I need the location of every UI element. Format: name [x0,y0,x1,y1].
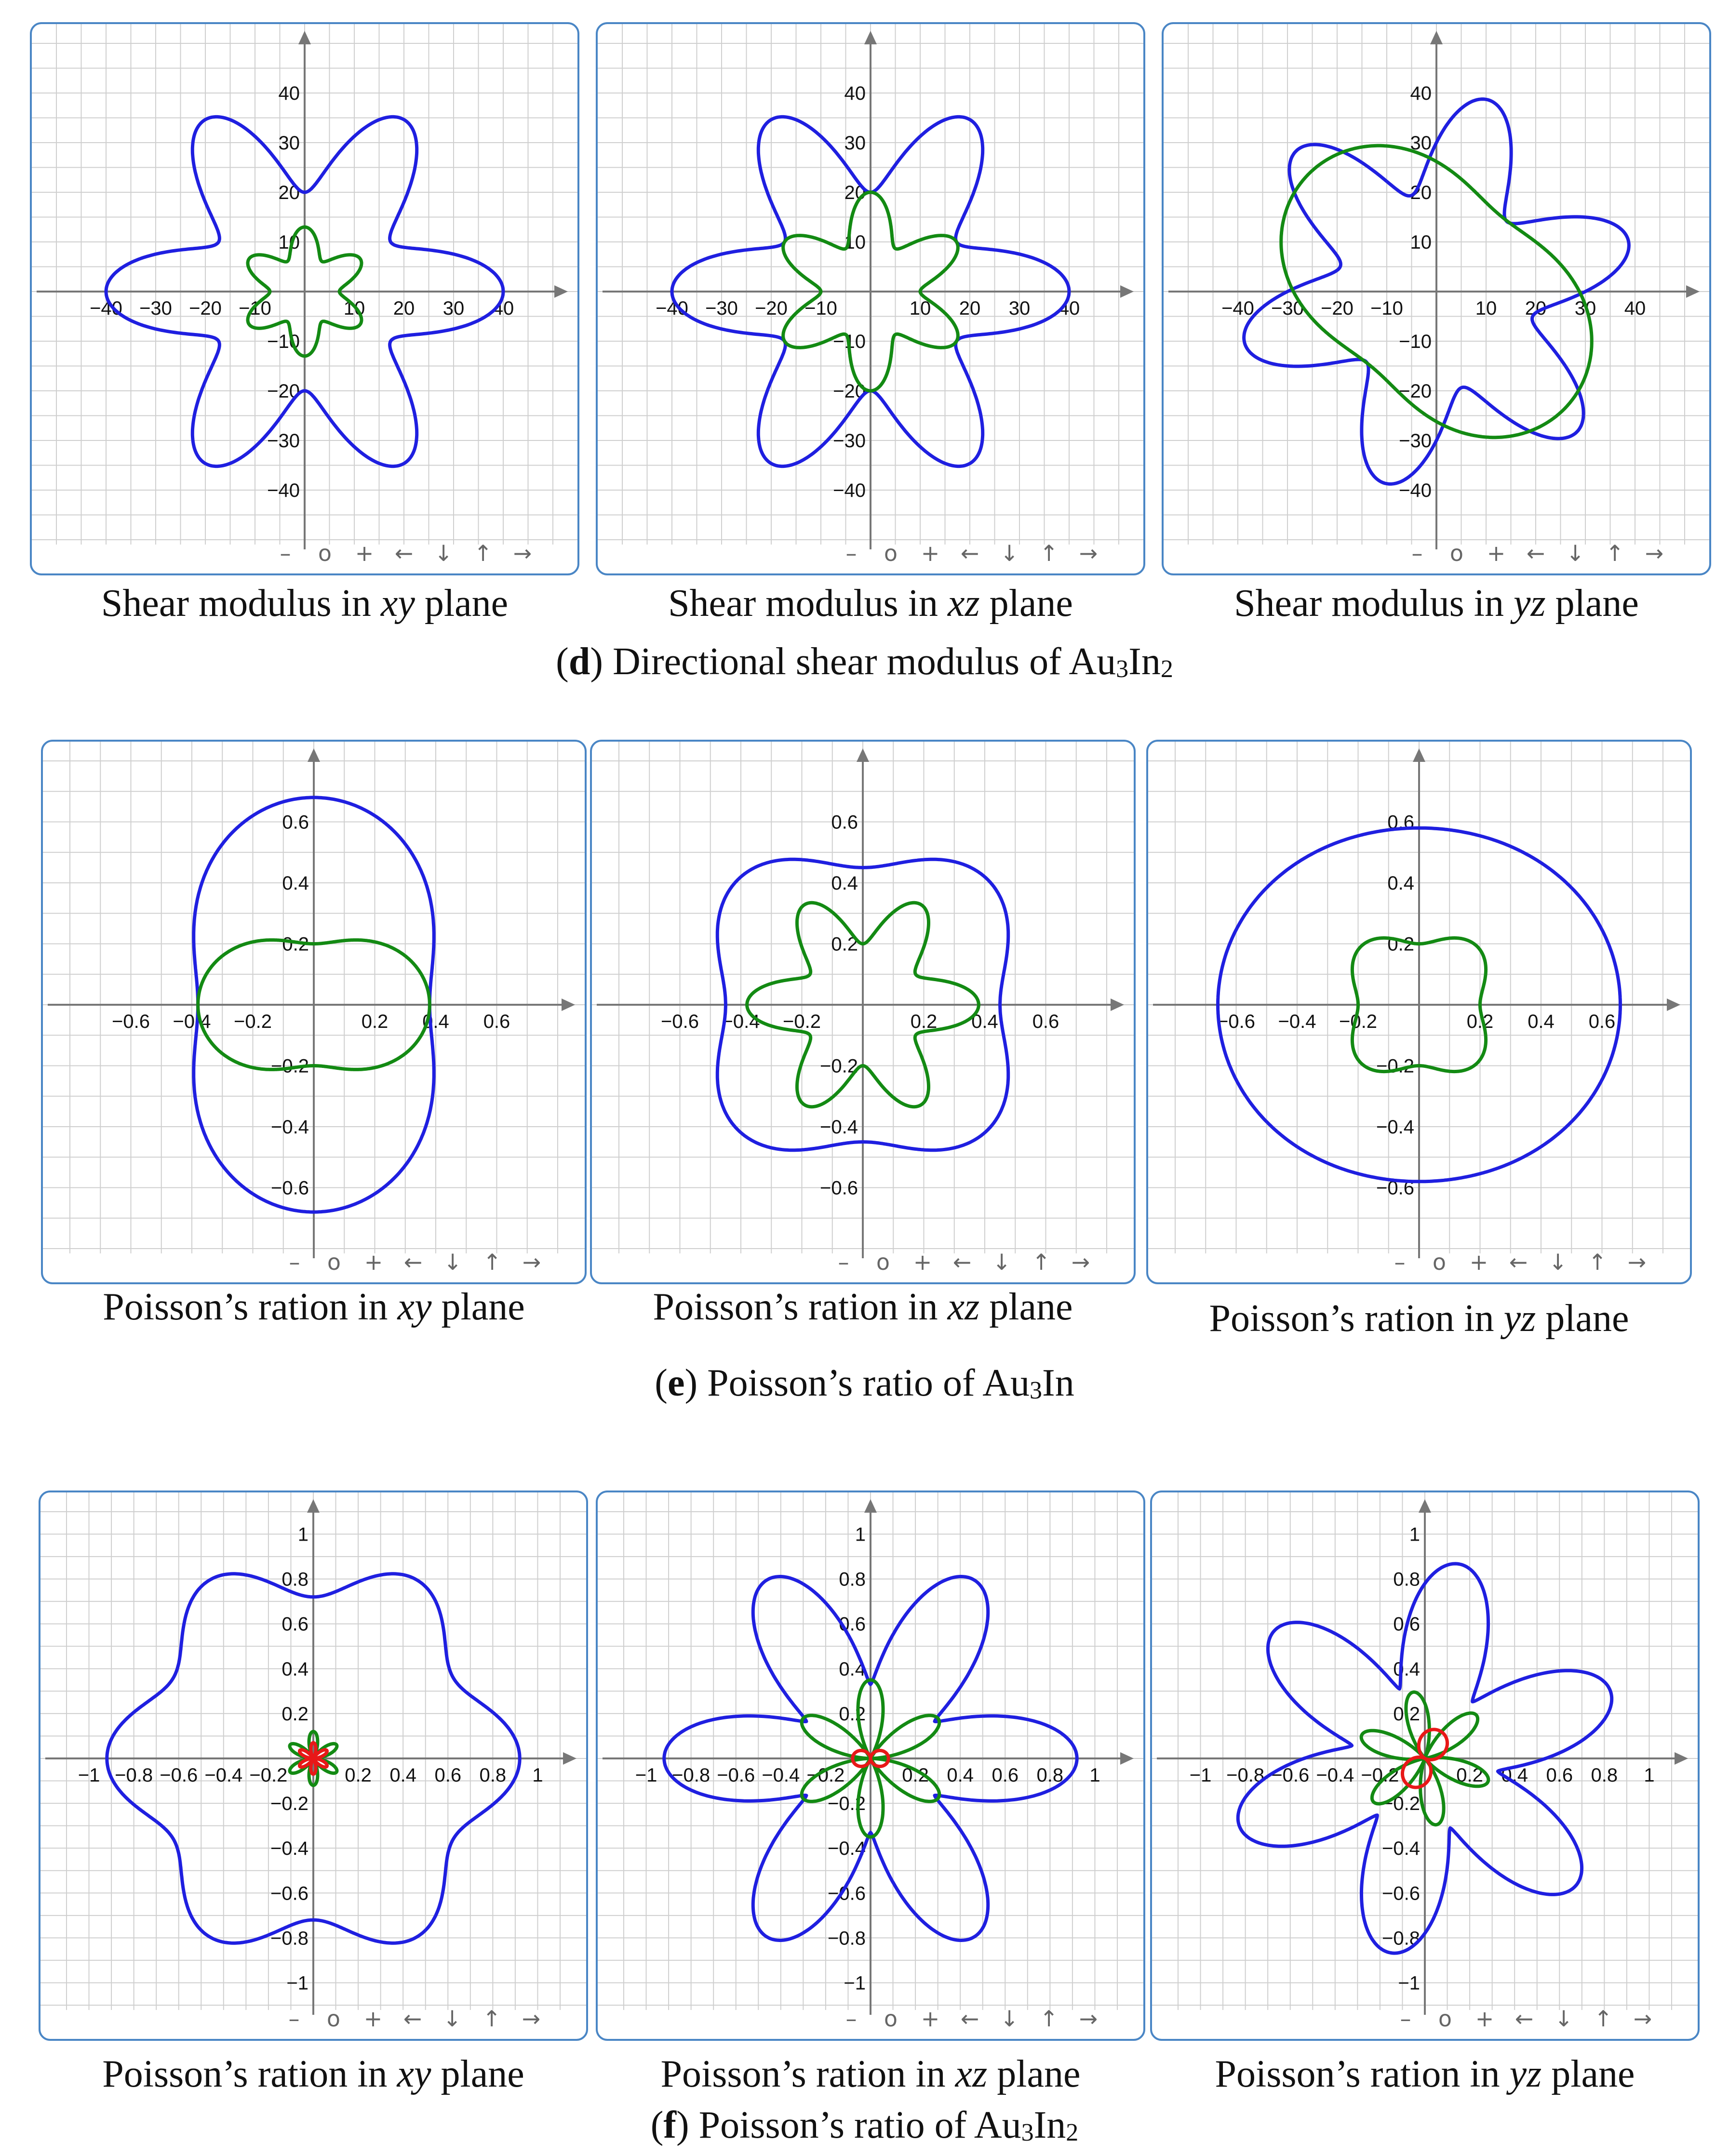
toolbar-button[interactable]: – [838,1249,849,1275]
y-tick-label: 40 [278,83,300,104]
x-tick-label: 20 [1525,298,1547,319]
x-tick-label: −0.4 [173,1011,211,1032]
y-axis-arrow [307,1499,320,1513]
toolbar-button[interactable]: ↑ [1588,1249,1607,1275]
x-axis-arrow [554,285,568,298]
y-tick-label: −0.2 [820,1055,858,1077]
chart-svg [32,24,577,573]
chart-svg [592,742,1134,1282]
x-tick-label: 40 [1624,298,1646,319]
y-tick-label: −10 [1399,331,1432,352]
toolbar-button[interactable]: → [513,540,532,566]
y-tick-label: 0.2 [281,1703,308,1725]
y-tick-label: −0.6 [820,1177,858,1199]
chart-caption: Poisson’s ration in yz plane [1215,2053,1635,2095]
y-tick-label: 0.6 [1387,812,1414,833]
x-tick-label: 0.4 [947,1765,974,1786]
x-tick-label: 10 [1475,298,1497,319]
y-tick-label: −0.6 [1382,1883,1420,1904]
chart-caption: Shear modulus in xz plane [668,582,1073,625]
toolbar-button[interactable]: – [1411,540,1423,566]
x-tick-label: −0.2 [806,1765,845,1786]
x-tick-label: 0.2 [361,1011,389,1032]
y-tick-label: −30 [1399,430,1432,452]
y-tick-label: 0.8 [839,1569,866,1590]
y-tick-label: 1 [1409,1524,1420,1545]
toolbar-button[interactable]: + [913,1249,932,1275]
x-tick-label: −0.4 [1316,1765,1354,1786]
x-tick-label: 40 [1058,298,1080,319]
x-tick-label: −10 [239,298,271,319]
toolbar-button[interactable]: ↑ [1039,2006,1059,2032]
x-tick-label: −0.6 [661,1011,699,1032]
toolbar-button[interactable]: o [1432,1249,1447,1275]
toolbar-button[interactable]: + [921,540,940,566]
x-tick-label: 20 [393,298,415,319]
y-tick-label: 0.8 [1393,1569,1420,1590]
toolbar-button[interactable]: → [1633,2006,1652,2032]
toolbar-button[interactable]: ↓ [434,540,453,566]
x-tick-label: −0.8 [672,1765,710,1786]
y-tick-label: −0.4 [820,1117,858,1138]
y-tick-label: −1 [1398,1972,1420,1994]
toolbar-button[interactable]: – [288,2006,300,2032]
x-axis-arrow [1111,998,1124,1011]
toolbar-button[interactable]: ↓ [442,2006,462,2032]
x-tick-label: 0.6 [1546,1765,1573,1786]
x-tick-label: 30 [442,298,465,319]
y-tick-label: 0.6 [282,812,309,833]
y-tick-label: 40 [1410,83,1432,104]
y-tick-label: −0.6 [271,1177,309,1199]
y-tick-label: −10 [833,331,866,352]
y-axis-arrow [1430,31,1443,44]
toolbar-button[interactable]: + [1469,1249,1488,1275]
y-tick-label: 0.2 [1387,933,1414,955]
y-tick-label: 30 [844,133,866,154]
y-tick-label: 0.6 [839,1613,866,1635]
y-tick-label: 10 [1410,232,1432,253]
y-tick-label: 0.6 [1393,1613,1420,1635]
chart-panel-d-yz [1162,22,1711,575]
x-tick-label: −20 [1321,298,1354,319]
x-axis-arrow [1120,285,1134,298]
toolbar-button[interactable]: + [363,2006,383,2032]
toolbar-button[interactable]: ↑ [483,1249,502,1275]
toolbar-button[interactable]: ← [403,1249,423,1275]
chart-svg [1152,1492,1698,2039]
y-tick-label: 0.6 [281,1613,308,1635]
x-tick-label: −0.8 [1226,1765,1265,1786]
y-tick-label: −0.8 [828,1928,866,1949]
toolbar-button[interactable]: – [1394,1249,1406,1275]
chart-svg [1164,24,1709,573]
x-tick-label: 0.4 [1528,1011,1555,1032]
x-tick-label: 0.8 [1036,1765,1064,1786]
x-tick-label: 0.4 [422,1011,449,1032]
y-tick-label: −20 [267,381,300,402]
y-tick-label: −1 [844,1972,866,1994]
toolbar-button[interactable]: o [327,1249,341,1275]
toolbar-button[interactable]: ↓ [443,1249,462,1275]
y-tick-label: −40 [1399,480,1432,501]
y-tick-label: −0.2 [1376,1055,1414,1077]
x-tick-label: 0.4 [1501,1765,1528,1786]
y-tick-label: −0.4 [1382,1838,1420,1860]
toolbar-button[interactable]: ← [394,540,414,566]
chart-panel-f-xz [596,1491,1145,2041]
y-tick-label: −40 [833,480,866,501]
y-tick-label: 0.2 [839,1703,866,1725]
toolbar-button[interactable]: → [1079,2006,1098,2032]
chart-panel-e-xz [590,740,1136,1284]
toolbar-button[interactable]: – [845,2006,857,2032]
y-tick-label: 0.2 [831,933,858,955]
x-tick-label: −0.2 [234,1011,272,1032]
x-tick-label: −40 [656,298,688,319]
chart-panel-d-xz [596,22,1145,575]
y-tick-label: −0.8 [1382,1928,1420,1949]
toolbar-button[interactable]: + [1475,2006,1494,2032]
x-tick-label: −0.8 [115,1765,153,1786]
toolbar-button[interactable]: ← [403,2006,422,2032]
toolbar-button[interactable]: ↓ [1566,540,1585,566]
x-tick-label: 0.4 [389,1765,416,1786]
chart-caption: Poisson’s ration in xy plane [102,2053,524,2095]
y-tick-label: −0.6 [1376,1177,1414,1199]
chart-panel-d-xy [30,22,579,575]
x-tick-label: 20 [959,298,981,319]
group-caption-d: (d) Directional shear modulus of Au3In2 [556,640,1173,683]
x-tick-label: −0.2 [1339,1011,1377,1032]
y-tick-label: −20 [1399,381,1432,402]
toolbar-button[interactable]: → [1071,1249,1090,1275]
y-tick-label: −0.2 [270,1793,308,1815]
x-tick-label: 0.8 [479,1765,507,1786]
x-tick-label: 30 [1574,298,1596,319]
y-axis-arrow [298,31,311,44]
toolbar-button[interactable]: ↑ [1039,540,1059,566]
x-tick-label: 0.2 [1466,1011,1494,1032]
y-tick-label: −0.2 [828,1793,866,1815]
group-caption-f: (f) Poisson’s ratio of Au3In2 [650,2104,1079,2146]
y-tick-label: 0.2 [282,933,309,955]
toolbar-button[interactable]: ↑ [1032,1249,1051,1275]
y-tick-label: 0.4 [831,873,858,894]
x-axis-arrow [562,998,575,1011]
y-tick-label: −40 [267,480,300,501]
y-axis-arrow [864,1499,877,1513]
x-tick-label: −0.6 [1271,1765,1310,1786]
x-axis-arrow [1675,1752,1688,1765]
y-tick-label: 20 [278,182,300,203]
x-tick-label: −0.4 [722,1011,760,1032]
y-tick-label: −0.4 [270,1838,308,1860]
x-tick-label: −0.6 [160,1765,198,1786]
x-tick-label: −0.2 [1361,1765,1399,1786]
x-tick-label: 0.6 [483,1011,510,1032]
toolbar-button[interactable]: ← [1515,2006,1534,2032]
x-tick-label: −20 [189,298,222,319]
y-tick-label: 30 [1410,133,1432,154]
y-tick-label: 0.6 [831,812,858,833]
toolbar-button[interactable]: ← [1526,540,1545,566]
toolbar-button[interactable]: o [318,540,332,566]
x-tick-label: 0.2 [902,1765,929,1786]
toolbar-button[interactable]: ← [960,2006,979,2032]
toolbar-button[interactable]: – [845,540,857,566]
y-tick-label: −20 [833,381,866,402]
x-tick-label: −30 [705,298,738,319]
x-axis-arrow [1667,998,1680,1011]
x-tick-label: 0.6 [992,1765,1019,1786]
y-tick-label: 0.4 [1393,1658,1420,1680]
x-tick-label: −0.4 [762,1765,800,1786]
y-tick-label: 0.8 [281,1569,308,1590]
x-tick-label: −1 [635,1765,657,1786]
y-tick-label: −30 [833,430,866,452]
toolbar-button[interactable]: – [1400,2006,1411,2032]
y-tick-label: −0.6 [828,1883,866,1904]
toolbar-button[interactable]: o [884,2006,898,2032]
x-tick-label: 0.2 [345,1765,372,1786]
chart-svg [598,1492,1143,2039]
toolbar-button[interactable]: + [921,2006,940,2032]
chart-caption: Poisson’s ration in xz plane [653,1286,1073,1328]
chart-svg [43,742,585,1282]
toolbar-button[interactable]: ↓ [1000,2006,1019,2032]
x-tick-label: 30 [1008,298,1031,319]
y-tick-label: 30 [278,133,300,154]
y-tick-label: 0.4 [282,873,309,894]
x-tick-label: −0.4 [204,1765,243,1786]
y-axis-arrow [1413,748,1425,762]
toolbar-button[interactable]: + [1487,540,1506,566]
y-tick-label: 1 [297,1524,308,1545]
toolbar-button[interactable]: + [355,540,374,566]
chart-panel-f-xy [39,1491,588,2041]
x-tick-label: 0.6 [1032,1011,1059,1032]
y-tick-label: −30 [267,430,300,452]
x-tick-label: 0.2 [1456,1765,1483,1786]
y-tick-label: 10 [278,232,300,253]
x-tick-label: −0.4 [1278,1011,1316,1032]
y-tick-label: −0.2 [1382,1793,1420,1815]
toolbar-button[interactable]: ← [960,540,979,566]
x-tick-label: 0.4 [971,1011,998,1032]
toolbar-button[interactable]: ↓ [1554,2006,1573,2032]
toolbar-button[interactable]: o [1438,2006,1452,2032]
y-tick-label: 40 [844,83,866,104]
x-tick-label: −30 [139,298,172,319]
chart-svg [598,24,1143,573]
y-tick-label: −10 [267,331,300,352]
chart-panel-e-yz [1146,740,1692,1284]
chart-panel-f-yz [1150,1491,1700,2041]
x-tick-label: 0.2 [910,1011,938,1032]
toolbar-button[interactable]: → [522,1249,541,1275]
toolbar-button[interactable]: → [1645,540,1664,566]
toolbar-button[interactable]: + [364,1249,383,1275]
toolbar-button[interactable]: ← [952,1249,972,1275]
y-tick-label: 10 [844,232,866,253]
y-tick-label: 20 [1410,182,1432,203]
chart-caption: Poisson’s ration in xy plane [103,1286,525,1328]
x-tick-label: 10 [343,298,365,319]
y-tick-label: −0.8 [270,1928,308,1949]
x-tick-label: 1 [1089,1765,1100,1786]
x-tick-label: −0.2 [783,1011,821,1032]
toolbar-button[interactable]: o [876,1249,890,1275]
y-tick-label: 1 [855,1524,866,1545]
y-tick-label: −0.4 [271,1117,309,1138]
toolbar-button[interactable]: o [884,540,898,566]
group-caption-e: (e) Poisson’s ratio of Au3In [655,1362,1074,1404]
toolbar-button[interactable]: ↓ [992,1249,1011,1275]
chart-caption: Shear modulus in xy plane [101,582,509,625]
x-tick-label: −10 [1370,298,1403,319]
y-tick-label: −1 [286,1972,308,1994]
toolbar-button[interactable]: ↑ [1605,540,1624,566]
chart-caption: Poisson’s ration in xz plane [660,2053,1081,2095]
toolbar-button[interactable]: ↑ [473,540,493,566]
y-tick-label: −0.2 [271,1055,309,1077]
y-tick-label: −0.6 [270,1883,308,1904]
x-tick-label: −1 [78,1765,100,1786]
x-tick-label: −10 [804,298,837,319]
toolbar-button[interactable]: ↓ [1000,540,1019,566]
y-tick-label: 0.4 [839,1658,866,1680]
x-axis-arrow [1686,285,1700,298]
toolbar-button[interactable]: ↓ [1548,1249,1568,1275]
x-tick-label: 0.6 [434,1765,462,1786]
y-tick-label: 0.2 [1393,1703,1420,1725]
toolbar-button[interactable]: – [280,540,291,566]
x-tick-label: 10 [909,298,931,319]
y-axis-arrow [308,748,320,762]
x-tick-label: −20 [755,298,788,319]
x-tick-label: 0.8 [1591,1765,1618,1786]
y-axis-arrow [864,31,877,44]
x-tick-label: 1 [1644,1765,1655,1786]
chart-svg [1148,742,1690,1282]
x-tick-label: 40 [492,298,514,319]
toolbar-button[interactable]: o [1449,540,1464,566]
y-tick-label: −0.4 [1376,1117,1414,1138]
y-tick-label: −0.4 [828,1838,866,1860]
toolbar-button[interactable]: → [1627,1249,1647,1275]
toolbar-button[interactable]: ↑ [482,2006,501,2032]
toolbar-button[interactable]: – [289,1249,300,1275]
chart-panel-e-xy [41,740,587,1284]
x-axis-arrow [1120,1752,1134,1765]
chart-caption: Shear modulus in yz plane [1234,582,1639,625]
toolbar-button[interactable]: → [522,2006,541,2032]
x-tick-label: −0.6 [112,1011,150,1032]
x-tick-label: −0.6 [1217,1011,1255,1032]
x-axis-arrow [563,1752,576,1765]
x-tick-label: −0.6 [717,1765,755,1786]
toolbar-button[interactable]: ↑ [1594,2006,1613,2032]
y-tick-label: 0.4 [281,1658,308,1680]
x-tick-label: 0.6 [1588,1011,1616,1032]
toolbar-button[interactable]: ← [1509,1249,1528,1275]
y-axis-arrow [857,748,869,762]
y-tick-label: 20 [844,182,866,203]
chart-caption: Poisson’s ration in yz plane [1209,1297,1629,1340]
x-tick-label: 1 [532,1765,543,1786]
x-tick-label: −0.2 [249,1765,288,1786]
x-tick-label: −30 [1271,298,1304,319]
x-tick-label: −40 [90,298,122,319]
toolbar-button[interactable]: o [326,2006,341,2032]
toolbar-button[interactable]: → [1079,540,1098,566]
y-axis-arrow [1419,1499,1431,1513]
y-tick-label: 0.4 [1387,873,1414,894]
x-tick-label: −40 [1221,298,1254,319]
x-tick-label: −1 [1189,1765,1212,1786]
chart-svg [40,1492,586,2039]
